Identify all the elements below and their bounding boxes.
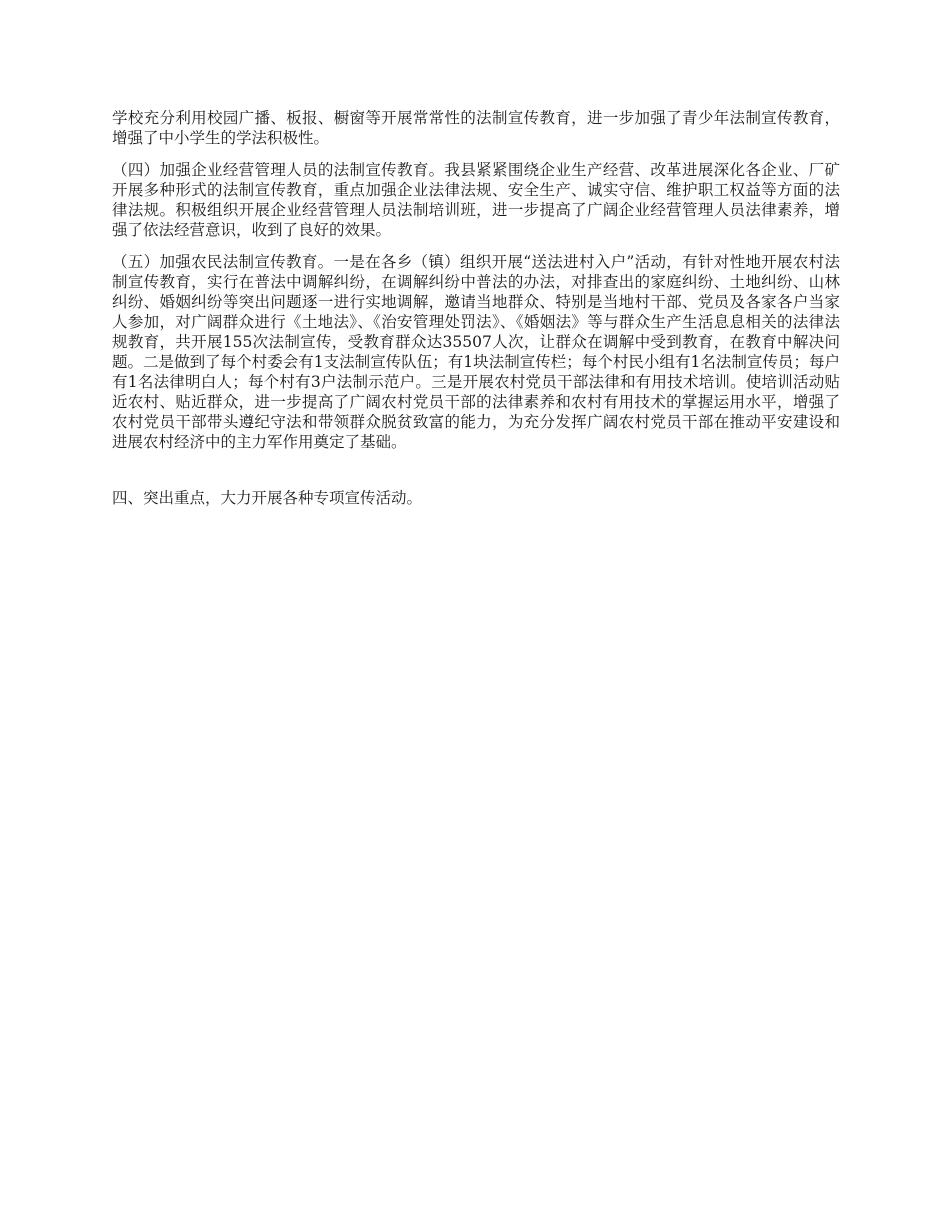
paragraph-school-education: 学校充分利用校园广播、板报、橱窗等开展常常性的法制宣传教育，进一步加强了青少年法制宣传教育，增强了中小学生的学法积极性。 (112, 109, 840, 147)
paragraph-farmers-education: （五）加强农民法制宣传教育。一是在各乡（镇）组织开展“送法进村入户”活动，有针对性地开展农村法制宣传教育，实行在普法中调解纠纷，在调解纠纷中普法的办法，对排查出的家庭纠纷、土地纠纷、山林纠纷、婚姻纠纷等突出问题逐一进行实地调解，邀请当地群众、特别是当地村干部、党员及各家各户当家人参加，对广阔群众进行《土地法》、《治安管理处罚法》、《婚姻法》等与群众生产生活息息相关的法律法规教育，共开展155次法制宣传，受教育群众达35507人次，让群众在调解中受到教育，在教育中解决问题。二是做到了每个村委会有1支法制宣传队伍；有1块法制宣传栏；每个村民小组有1名法制宣传员；每户有1名法律明白人；每个村有3户法制示范户。三是开展农村党员干部法律和有用技术培训。使培训活动贴近农村、贴近群众，进一步提高了广阔农村党员干部的法律素养和农村有用技术的掌握运用水平，增强了农村党员干部带头遵纪守法和带领群众脱贫致富的能力，为充分发挥广阔农村党员干部在推动平安建设和进展农村经济中的主力军作用奠定了基础。 (112, 253, 840, 451)
section-heading: 四、突出重点，大力开展各种专项宣传活动。 (112, 489, 423, 507)
paragraph-enterprise-managers: （四）加强企业经营管理人员的法制宣传教育。我县紧紧围绕企业生产经营、改革进展深化各企业、厂矿开展多种形式的法制宣传教育，重点加强企业法律法规、安全生产、诚实守信、维护职工权益等方面的法律法规。积极组织开展企业经营管理人员法制培训班，进一步提高了广阔企业经营管理人员法律素养，增强了依法经营意识，收到了良好的效果。 (112, 161, 840, 239)
document-body (112, 108, 840, 508)
